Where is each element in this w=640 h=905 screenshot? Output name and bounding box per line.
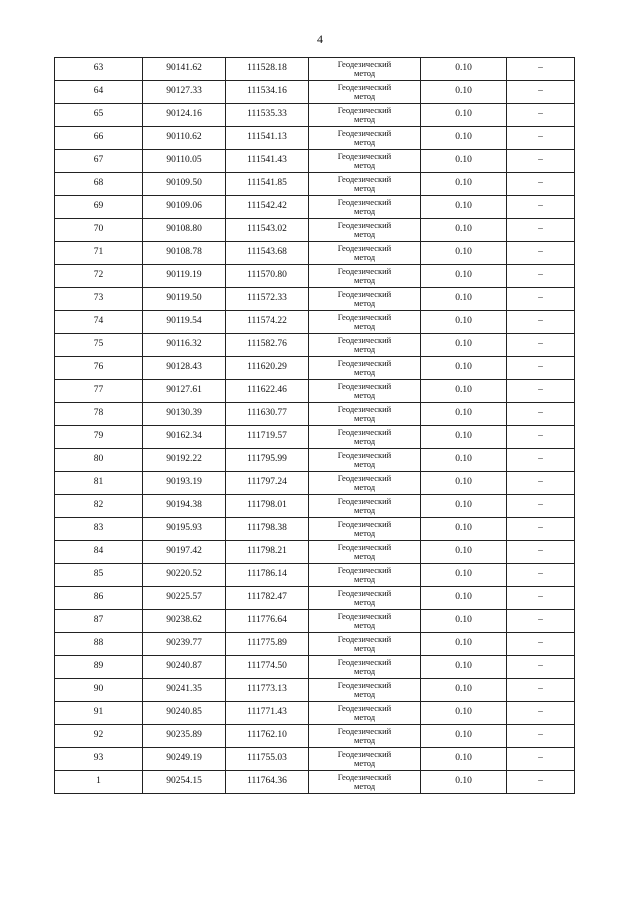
method-label-line2: метод xyxy=(353,666,376,676)
y-coordinate-cell: 111535.33 xyxy=(226,104,309,127)
point-number-cell: 93 xyxy=(55,748,143,771)
method-label-line2: метод xyxy=(353,68,376,78)
table-row xyxy=(55,380,575,403)
method-label-line1: Геодезический xyxy=(337,657,392,667)
point-number-cell: 83 xyxy=(55,518,143,541)
method-cell xyxy=(309,288,421,311)
method-cell xyxy=(309,449,421,472)
x-coordinate-cell: 90110.05 xyxy=(143,150,226,173)
x-coordinate-cell: 90110.62 xyxy=(143,127,226,150)
table-row xyxy=(55,288,575,311)
point-number-cell: 92 xyxy=(55,725,143,748)
table-row xyxy=(55,265,575,288)
accuracy-cell: 0.10 xyxy=(421,81,507,104)
note-cell: – xyxy=(507,150,575,173)
y-coordinate-cell: 111774.50 xyxy=(226,656,309,679)
table-row xyxy=(55,472,575,495)
point-number-cell: 81 xyxy=(55,472,143,495)
y-coordinate-cell: 111762.10 xyxy=(226,725,309,748)
y-coordinate-cell: 111620.29 xyxy=(226,357,309,380)
method-cell xyxy=(309,564,421,587)
method-label-line1: Геодезический xyxy=(337,243,392,253)
accuracy-cell: 0.10 xyxy=(421,472,507,495)
method-cell xyxy=(309,472,421,495)
method-label-line2: метод xyxy=(353,252,376,262)
x-coordinate-cell: 90108.80 xyxy=(143,219,226,242)
table-row xyxy=(55,564,575,587)
table-row xyxy=(55,219,575,242)
y-coordinate-cell: 111542.42 xyxy=(226,196,309,219)
y-coordinate-cell: 111543.68 xyxy=(226,242,309,265)
accuracy-cell: 0.10 xyxy=(421,656,507,679)
y-coordinate-cell: 111775.89 xyxy=(226,633,309,656)
y-coordinate-cell: 111630.77 xyxy=(226,403,309,426)
method-label-line2: метод xyxy=(353,390,376,400)
method-label-line2: метод xyxy=(353,91,376,101)
note-cell: – xyxy=(507,725,575,748)
method-label-line2: метод xyxy=(353,505,376,515)
method-cell xyxy=(309,380,421,403)
note-cell: – xyxy=(507,127,575,150)
x-coordinate-cell: 90116.32 xyxy=(143,334,226,357)
note-cell: – xyxy=(507,771,575,794)
page-number: 4 xyxy=(317,32,323,46)
method-label-line2: метод xyxy=(353,597,376,607)
accuracy-cell: 0.10 xyxy=(421,380,507,403)
accuracy-cell: 0.10 xyxy=(421,219,507,242)
table-row xyxy=(55,702,575,725)
method-label-line1: Геодезический xyxy=(337,289,392,299)
method-cell xyxy=(309,725,421,748)
y-coordinate-cell: 111528.18 xyxy=(226,58,309,81)
point-number-cell: 67 xyxy=(55,150,143,173)
note-cell: – xyxy=(507,403,575,426)
y-coordinate-cell: 111798.01 xyxy=(226,495,309,518)
method-label-line2: метод xyxy=(353,137,376,147)
accuracy-cell: 0.10 xyxy=(421,518,507,541)
point-number-cell: 80 xyxy=(55,449,143,472)
point-number-cell: 1 xyxy=(55,771,143,794)
accuracy-cell: 0.10 xyxy=(421,265,507,288)
point-number-cell: 69 xyxy=(55,196,143,219)
method-cell xyxy=(309,748,421,771)
note-cell: – xyxy=(507,564,575,587)
table-row xyxy=(55,656,575,679)
method-label-line1: Геодезический xyxy=(337,220,392,230)
accuracy-cell: 0.10 xyxy=(421,541,507,564)
point-number-cell: 87 xyxy=(55,610,143,633)
y-coordinate-cell: 111572.33 xyxy=(226,288,309,311)
method-cell xyxy=(309,265,421,288)
point-number-cell: 82 xyxy=(55,495,143,518)
method-cell xyxy=(309,587,421,610)
table-row xyxy=(55,104,575,127)
note-cell: – xyxy=(507,58,575,81)
note-cell: – xyxy=(507,380,575,403)
accuracy-cell: 0.10 xyxy=(421,288,507,311)
method-label-line1: Геодезический xyxy=(337,473,392,483)
y-coordinate-cell: 111786.14 xyxy=(226,564,309,587)
point-number-cell: 88 xyxy=(55,633,143,656)
method-cell xyxy=(309,173,421,196)
note-cell: – xyxy=(507,334,575,357)
point-number-cell: 66 xyxy=(55,127,143,150)
method-label-line1: Геодезический xyxy=(337,519,392,529)
method-label-line1: Геодезический xyxy=(337,174,392,184)
method-label-line1: Геодезический xyxy=(337,312,392,322)
method-cell xyxy=(309,426,421,449)
accuracy-cell: 0.10 xyxy=(421,127,507,150)
table-row xyxy=(55,403,575,426)
accuracy-cell: 0.10 xyxy=(421,610,507,633)
method-label-line2: метод xyxy=(353,528,376,538)
note-cell: – xyxy=(507,541,575,564)
point-number-cell: 63 xyxy=(55,58,143,81)
method-label-line2: метод xyxy=(353,735,376,745)
x-coordinate-cell: 90240.87 xyxy=(143,656,226,679)
point-number-cell: 73 xyxy=(55,288,143,311)
y-coordinate-cell: 111543.02 xyxy=(226,219,309,242)
note-cell: – xyxy=(507,311,575,334)
point-number-cell: 84 xyxy=(55,541,143,564)
method-label-line1: Геодезический xyxy=(337,128,392,138)
method-label-line1: Геодезический xyxy=(337,358,392,368)
point-number-cell: 75 xyxy=(55,334,143,357)
note-cell: – xyxy=(507,173,575,196)
table-row xyxy=(55,196,575,219)
method-cell xyxy=(309,656,421,679)
x-coordinate-cell: 90220.52 xyxy=(143,564,226,587)
accuracy-cell: 0.10 xyxy=(421,702,507,725)
y-coordinate-cell: 111798.38 xyxy=(226,518,309,541)
point-number-cell: 64 xyxy=(55,81,143,104)
point-number-cell: 70 xyxy=(55,219,143,242)
method-cell xyxy=(309,150,421,173)
method-cell xyxy=(309,58,421,81)
x-coordinate-cell: 90193.19 xyxy=(143,472,226,495)
method-label-line1: Геодезический xyxy=(337,427,392,437)
method-label-line2: метод xyxy=(353,712,376,722)
method-label-line2: метод xyxy=(353,206,376,216)
method-label-line1: Геодезический xyxy=(337,496,392,506)
accuracy-cell: 0.10 xyxy=(421,495,507,518)
method-cell xyxy=(309,771,421,794)
y-coordinate-cell: 111574.22 xyxy=(226,311,309,334)
table-row xyxy=(55,311,575,334)
method-label-line1: Геодезический xyxy=(337,404,392,414)
method-label-line1: Геодезический xyxy=(337,335,392,345)
x-coordinate-cell: 90119.19 xyxy=(143,265,226,288)
x-coordinate-cell: 90235.89 xyxy=(143,725,226,748)
table-row xyxy=(55,426,575,449)
note-cell: – xyxy=(507,288,575,311)
accuracy-cell: 0.10 xyxy=(421,242,507,265)
method-label-line1: Геодезический xyxy=(337,542,392,552)
x-coordinate-cell: 90128.43 xyxy=(143,357,226,380)
method-cell xyxy=(309,610,421,633)
accuracy-cell: 0.10 xyxy=(421,403,507,426)
method-label-line2: метод xyxy=(353,620,376,630)
method-label-line2: метод xyxy=(353,758,376,768)
accuracy-cell: 0.10 xyxy=(421,311,507,334)
method-label-line1: Геодезический xyxy=(337,703,392,713)
x-coordinate-cell: 90141.62 xyxy=(143,58,226,81)
method-label-line2: метод xyxy=(353,689,376,699)
accuracy-cell: 0.10 xyxy=(421,748,507,771)
point-number-cell: 65 xyxy=(55,104,143,127)
point-number-cell: 79 xyxy=(55,426,143,449)
note-cell: – xyxy=(507,748,575,771)
x-coordinate-cell: 90119.54 xyxy=(143,311,226,334)
method-cell xyxy=(309,81,421,104)
method-label-line1: Геодезический xyxy=(337,726,392,736)
point-number-cell: 85 xyxy=(55,564,143,587)
accuracy-cell: 0.10 xyxy=(421,587,507,610)
method-label-line1: Геодезический xyxy=(337,59,392,69)
method-label-line1: Геодезический xyxy=(337,105,392,115)
note-cell: – xyxy=(507,449,575,472)
method-label-line2: метод xyxy=(353,367,376,377)
y-coordinate-cell: 111798.21 xyxy=(226,541,309,564)
note-cell: – xyxy=(507,610,575,633)
note-cell: – xyxy=(507,357,575,380)
x-coordinate-cell: 90109.06 xyxy=(143,196,226,219)
x-coordinate-cell: 90127.33 xyxy=(143,81,226,104)
note-cell: – xyxy=(507,265,575,288)
y-coordinate-cell: 111776.64 xyxy=(226,610,309,633)
x-coordinate-cell: 90225.57 xyxy=(143,587,226,610)
accuracy-cell: 0.10 xyxy=(421,196,507,219)
table-row xyxy=(55,495,575,518)
method-label-line2: метод xyxy=(353,344,376,354)
table-row xyxy=(55,610,575,633)
x-coordinate-cell: 90241.35 xyxy=(143,679,226,702)
method-label-line1: Геодезический xyxy=(337,611,392,621)
x-coordinate-cell: 90109.50 xyxy=(143,173,226,196)
point-number-cell: 91 xyxy=(55,702,143,725)
method-label-line2: метод xyxy=(353,160,376,170)
table-row xyxy=(55,334,575,357)
point-number-cell: 72 xyxy=(55,265,143,288)
point-number-cell: 89 xyxy=(55,656,143,679)
accuracy-cell: 0.10 xyxy=(421,150,507,173)
method-cell xyxy=(309,679,421,702)
method-label-line1: Геодезический xyxy=(337,82,392,92)
method-label-line1: Геодезический xyxy=(337,680,392,690)
note-cell: – xyxy=(507,679,575,702)
accuracy-cell: 0.10 xyxy=(421,633,507,656)
method-cell xyxy=(309,104,421,127)
x-coordinate-cell: 90239.77 xyxy=(143,633,226,656)
y-coordinate-cell: 111541.85 xyxy=(226,173,309,196)
method-label-line2: метод xyxy=(353,551,376,561)
table-row xyxy=(55,449,575,472)
method-label-line2: метод xyxy=(353,413,376,423)
method-label-line1: Геодезический xyxy=(337,772,392,782)
y-coordinate-cell: 111755.03 xyxy=(226,748,309,771)
method-cell xyxy=(309,311,421,334)
method-label-line2: метод xyxy=(353,229,376,239)
table-row xyxy=(55,633,575,656)
method-label-line2: метод xyxy=(353,275,376,285)
x-coordinate-cell: 90238.62 xyxy=(143,610,226,633)
note-cell: – xyxy=(507,587,575,610)
x-coordinate-cell: 90162.34 xyxy=(143,426,226,449)
method-label-line2: метод xyxy=(353,459,376,469)
x-coordinate-cell: 90254.15 xyxy=(143,771,226,794)
accuracy-cell: 0.10 xyxy=(421,679,507,702)
method-label-line1: Геодезический xyxy=(337,565,392,575)
method-cell xyxy=(309,242,421,265)
x-coordinate-cell: 90130.39 xyxy=(143,403,226,426)
point-number-cell: 77 xyxy=(55,380,143,403)
note-cell: – xyxy=(507,104,575,127)
table-row xyxy=(55,725,575,748)
method-label-line1: Геодезический xyxy=(337,151,392,161)
point-number-cell: 68 xyxy=(55,173,143,196)
coordinates-table-body xyxy=(55,58,575,794)
point-number-cell: 74 xyxy=(55,311,143,334)
note-cell: – xyxy=(507,472,575,495)
table-row xyxy=(55,150,575,173)
method-cell xyxy=(309,334,421,357)
y-coordinate-cell: 111719.57 xyxy=(226,426,309,449)
method-cell xyxy=(309,495,421,518)
y-coordinate-cell: 111534.16 xyxy=(226,81,309,104)
note-cell: – xyxy=(507,242,575,265)
accuracy-cell: 0.10 xyxy=(421,357,507,380)
method-label-line2: метод xyxy=(353,321,376,331)
point-number-cell: 78 xyxy=(55,403,143,426)
x-coordinate-cell: 90124.16 xyxy=(143,104,226,127)
note-cell: – xyxy=(507,219,575,242)
method-cell xyxy=(309,403,421,426)
method-label-line2: метод xyxy=(353,482,376,492)
x-coordinate-cell: 90197.42 xyxy=(143,541,226,564)
table-row xyxy=(55,771,575,794)
note-cell: – xyxy=(507,196,575,219)
table-row xyxy=(55,127,575,150)
point-number-cell: 76 xyxy=(55,357,143,380)
point-number-cell: 90 xyxy=(55,679,143,702)
coordinates-table xyxy=(54,57,575,794)
accuracy-cell: 0.10 xyxy=(421,771,507,794)
table-row xyxy=(55,58,575,81)
y-coordinate-cell: 111797.24 xyxy=(226,472,309,495)
method-cell xyxy=(309,219,421,242)
method-label-line2: метод xyxy=(353,114,376,124)
y-coordinate-cell: 111622.46 xyxy=(226,380,309,403)
note-cell: – xyxy=(507,656,575,679)
note-cell: – xyxy=(507,495,575,518)
table-row xyxy=(55,173,575,196)
method-cell xyxy=(309,357,421,380)
x-coordinate-cell: 90108.78 xyxy=(143,242,226,265)
table-row xyxy=(55,242,575,265)
y-coordinate-cell: 111795.99 xyxy=(226,449,309,472)
note-cell: – xyxy=(507,81,575,104)
table-row xyxy=(55,587,575,610)
method-cell xyxy=(309,518,421,541)
table-row xyxy=(55,748,575,771)
note-cell: – xyxy=(507,426,575,449)
y-coordinate-cell: 111764.36 xyxy=(226,771,309,794)
x-coordinate-cell: 90195.93 xyxy=(143,518,226,541)
method-cell xyxy=(309,702,421,725)
method-label-line2: метод xyxy=(353,183,376,193)
method-cell xyxy=(309,633,421,656)
y-coordinate-cell: 111541.43 xyxy=(226,150,309,173)
table-row xyxy=(55,357,575,380)
note-cell: – xyxy=(507,702,575,725)
table-row xyxy=(55,81,575,104)
method-label-line2: метод xyxy=(353,574,376,584)
accuracy-cell: 0.10 xyxy=(421,104,507,127)
accuracy-cell: 0.10 xyxy=(421,173,507,196)
table-row xyxy=(55,541,575,564)
accuracy-cell: 0.10 xyxy=(421,426,507,449)
method-cell xyxy=(309,541,421,564)
method-label-line1: Геодезический xyxy=(337,588,392,598)
method-cell xyxy=(309,127,421,150)
y-coordinate-cell: 111582.76 xyxy=(226,334,309,357)
method-label-line1: Геодезический xyxy=(337,197,392,207)
method-label-line1: Геодезический xyxy=(337,266,392,276)
x-coordinate-cell: 90119.50 xyxy=(143,288,226,311)
accuracy-cell: 0.10 xyxy=(421,334,507,357)
method-label-line1: Геодезический xyxy=(337,450,392,460)
method-label-line2: метод xyxy=(353,298,376,308)
x-coordinate-cell: 90194.38 xyxy=(143,495,226,518)
y-coordinate-cell: 111771.43 xyxy=(226,702,309,725)
x-coordinate-cell: 90127.61 xyxy=(143,380,226,403)
y-coordinate-cell: 111773.13 xyxy=(226,679,309,702)
accuracy-cell: 0.10 xyxy=(421,58,507,81)
method-cell xyxy=(309,196,421,219)
x-coordinate-cell: 90249.19 xyxy=(143,748,226,771)
method-label-line2: метод xyxy=(353,643,376,653)
y-coordinate-cell: 111782.47 xyxy=(226,587,309,610)
note-cell: – xyxy=(507,518,575,541)
note-cell: – xyxy=(507,633,575,656)
method-label-line1: Геодезический xyxy=(337,381,392,391)
table-row xyxy=(55,518,575,541)
point-number-cell: 86 xyxy=(55,587,143,610)
method-label-line2: метод xyxy=(353,436,376,446)
accuracy-cell: 0.10 xyxy=(421,725,507,748)
accuracy-cell: 0.10 xyxy=(421,564,507,587)
point-number-cell: 71 xyxy=(55,242,143,265)
method-label-line1: Геодезический xyxy=(337,634,392,644)
method-label-line1: Геодезический xyxy=(337,749,392,759)
method-label-line2: метод xyxy=(353,781,376,791)
x-coordinate-cell: 90192.22 xyxy=(143,449,226,472)
table-row xyxy=(55,679,575,702)
x-coordinate-cell: 90240.85 xyxy=(143,702,226,725)
accuracy-cell: 0.10 xyxy=(421,449,507,472)
y-coordinate-cell: 111570.80 xyxy=(226,265,309,288)
y-coordinate-cell: 111541.13 xyxy=(226,127,309,150)
